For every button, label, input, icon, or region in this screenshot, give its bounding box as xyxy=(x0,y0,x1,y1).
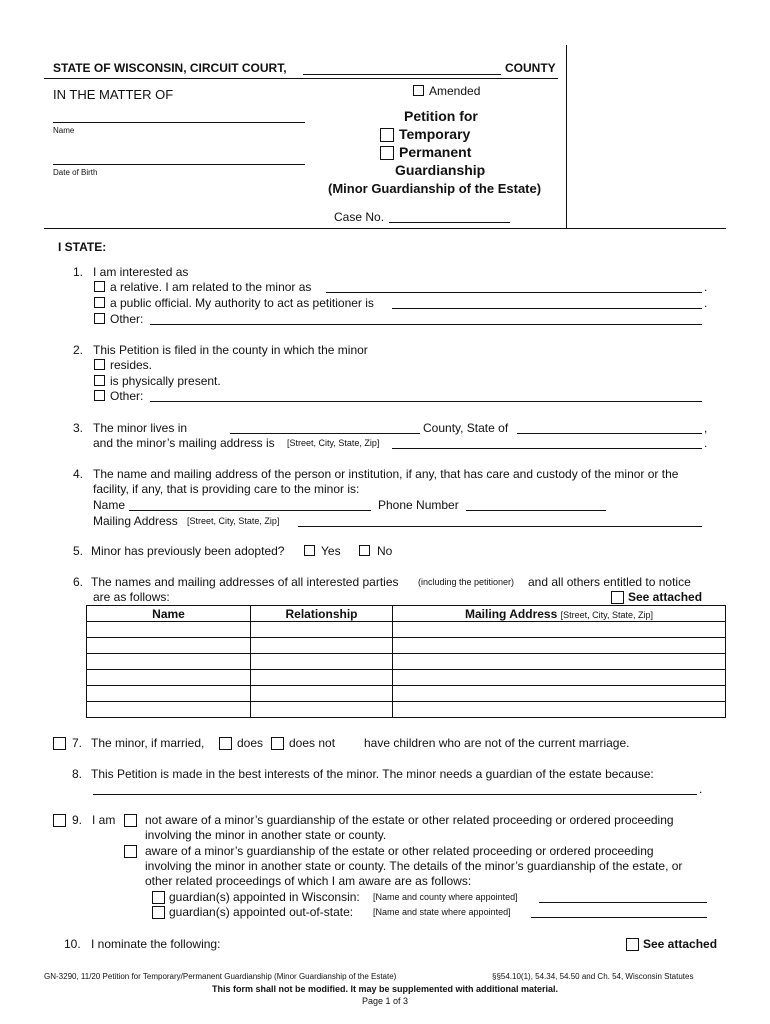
public-official-field[interactable] xyxy=(392,308,702,309)
party-relationship-cell[interactable] xyxy=(251,654,393,670)
best-interest-reason-field[interactable] xyxy=(93,794,697,795)
county-name-field[interactable] xyxy=(303,74,501,75)
minor-mailing-hint: [Street, City, State, Zip] xyxy=(287,438,380,448)
phone-number-field[interactable] xyxy=(466,510,606,511)
header-divider-horizontal xyxy=(44,228,726,229)
name-label: Name xyxy=(53,126,75,135)
statute-references: §§54.10(1), 54.34, 54.50 and Ch. 54, Wisconsin Statutes xyxy=(492,972,694,981)
aware-line2: involving the minor in another state or county. The details of the minor’s guardianship of the estate, or xyxy=(145,859,683,873)
amended-label: Amended xyxy=(429,84,481,98)
guardianship-label: Guardianship xyxy=(395,162,486,178)
nominee-see-attached-label: See attached xyxy=(643,937,718,951)
parties-see-attached-checkbox[interactable] xyxy=(611,591,624,604)
phone-number-label: Phone Number xyxy=(378,498,459,512)
party-address-cell[interactable] xyxy=(393,622,726,638)
nominee-see-attached-checkbox[interactable] xyxy=(626,938,639,951)
party-name-cell[interactable] xyxy=(87,622,251,638)
party-name-cell[interactable] xyxy=(87,702,251,718)
date-of-birth-label: Date of Birth xyxy=(53,168,98,177)
lives-in-label: The minor lives in xyxy=(93,421,188,435)
custodian-mailing-hint: [Street, City, State, Zip] xyxy=(187,516,280,526)
column-header-address xyxy=(393,606,726,622)
party-address-cell[interactable] xyxy=(393,638,726,654)
aware-checkbox[interactable] xyxy=(124,845,137,858)
wisconsin-guardian-label: guardian(s) appointed in Wisconsin: xyxy=(169,890,360,904)
party-relationship-cell[interactable] xyxy=(251,670,393,686)
married-does-checkbox[interactable] xyxy=(219,737,232,750)
temporary-label: Temporary xyxy=(399,126,471,142)
party-name-cell[interactable] xyxy=(87,670,251,686)
table-header-row xyxy=(87,606,726,622)
minor-mailing-label: and the minor’s mailing address is xyxy=(93,436,275,450)
case-number-field[interactable] xyxy=(389,222,510,223)
minor-mailing-field[interactable] xyxy=(392,448,702,449)
table-row xyxy=(87,702,726,718)
i-am-label: I am xyxy=(92,813,116,827)
county-other-field[interactable] xyxy=(150,401,702,402)
item2-number: 2. xyxy=(73,343,84,357)
party-relationship-cell[interactable] xyxy=(251,686,393,702)
party-address-cell[interactable] xyxy=(393,670,726,686)
custodian-name-field[interactable] xyxy=(129,510,371,511)
i-state-heading: I STATE: xyxy=(58,240,107,254)
county-state-label: County, State of xyxy=(423,421,509,435)
petition-title: Petition for xyxy=(404,108,478,124)
not-aware-line1: not aware of a minor’s guardianship of the estate or other related proceeding or ordered proceeding xyxy=(145,813,674,827)
county-lives-field[interactable] xyxy=(230,433,420,434)
interest-other-checkbox[interactable] xyxy=(94,313,105,324)
item4-number: 4. xyxy=(73,467,84,481)
item6-line1b: (including the petitioner) xyxy=(418,577,515,587)
party-address-cell[interactable] xyxy=(393,686,726,702)
item9-checkbox[interactable] xyxy=(53,814,66,827)
column-header-name: Name xyxy=(87,606,251,622)
period: . xyxy=(704,296,708,310)
relative-label: a relative. I am related to the minor as xyxy=(110,280,312,294)
temporary-checkbox[interactable] xyxy=(380,128,394,142)
party-name-cell[interactable] xyxy=(87,654,251,670)
item4-line2: facility, if any, that is providing care to the minor is: xyxy=(93,482,360,496)
party-relationship-cell[interactable] xyxy=(251,638,393,654)
item7-tail: have children who are not of the current marriage. xyxy=(364,736,630,750)
resides-checkbox[interactable] xyxy=(94,359,105,370)
table-row xyxy=(87,638,726,654)
form-subtitle: (Minor Guardianship of the Estate) xyxy=(328,181,542,196)
adopted-no-label: No xyxy=(377,544,393,558)
period: . xyxy=(704,436,708,450)
not-aware-line2: involving the minor in another state or county. xyxy=(145,828,387,842)
item5-number: 5. xyxy=(73,544,84,558)
item1-number: 1. xyxy=(73,265,84,279)
item6-line2: are as follows: xyxy=(93,590,170,604)
table-row xyxy=(87,654,726,670)
item4-line1: The name and mailing address of the person or institution, if any, that has care and custody of the minor or the xyxy=(93,467,679,481)
married-does-not-checkbox[interactable] xyxy=(271,737,284,750)
out-of-state-guardian-field[interactable] xyxy=(531,917,707,918)
court-title: STATE OF WISCONSIN, CIRCUIT COURT, xyxy=(53,61,287,75)
header-divider-vertical xyxy=(566,45,567,228)
party-relationship-cell[interactable] xyxy=(251,622,393,638)
public-official-checkbox[interactable] xyxy=(94,297,105,308)
county-label: COUNTY xyxy=(505,61,556,75)
item9-number: 9. xyxy=(72,813,83,827)
table-row xyxy=(87,622,726,638)
interest-other-label: Other: xyxy=(110,312,144,326)
item1-text: I am interested as xyxy=(93,265,189,279)
party-relationship-cell[interactable] xyxy=(251,702,393,718)
adopted-no-checkbox[interactable] xyxy=(359,545,370,556)
public-official-label: a public official. My authority to act as petitioner is xyxy=(110,296,374,310)
custodian-mailing-label: Mailing Address xyxy=(93,514,178,528)
out-of-state-guardian-hint: [Name and state where appointed] xyxy=(373,907,511,917)
physically-present-label: is physically present. xyxy=(110,374,221,388)
column-header-relationship: Relationship xyxy=(251,606,393,622)
period: . xyxy=(699,782,703,796)
out-of-state-guardian-label: guardian(s) appointed out-of-state: xyxy=(169,905,354,919)
permanent-checkbox[interactable] xyxy=(380,146,394,160)
item2-text: This Petition is filed in the county in which the minor xyxy=(93,343,368,357)
physically-present-checkbox[interactable] xyxy=(94,375,105,386)
interested-parties-table xyxy=(86,605,726,718)
item6-number: 6. xyxy=(73,575,84,589)
amended-checkbox[interactable] xyxy=(413,85,424,96)
wisconsin-guardian-checkbox[interactable] xyxy=(152,891,165,904)
out-of-state-guardian-checkbox[interactable] xyxy=(152,906,165,919)
party-address-cell[interactable] xyxy=(393,654,726,670)
item8-number: 8. xyxy=(72,767,83,781)
modification-notice: This form shall not be modified. It may be supplemented with additional material. xyxy=(211,984,559,994)
married-does-label: does xyxy=(237,736,264,750)
item10-number: 10. xyxy=(64,937,81,951)
not-aware-checkbox[interactable] xyxy=(124,814,137,827)
adopted-yes-checkbox[interactable] xyxy=(304,545,315,556)
date-of-birth-field[interactable] xyxy=(53,164,305,165)
comma: , xyxy=(704,421,708,435)
adopted-question: Minor has previously been adopted? xyxy=(91,544,285,558)
parties-see-attached-label: See attached xyxy=(628,590,703,604)
item7-number: 7. xyxy=(72,736,83,750)
page-number: Page 1 of 3 xyxy=(361,996,409,1006)
interest-other-field[interactable] xyxy=(150,324,702,325)
table-row xyxy=(87,686,726,702)
address-header-label: Mailing Address xyxy=(465,606,558,621)
period: . xyxy=(704,280,708,294)
county-other-checkbox[interactable] xyxy=(94,390,105,401)
item7-checkbox[interactable] xyxy=(53,737,66,750)
county-other-label: Other: xyxy=(110,389,144,403)
item3-number: 3. xyxy=(73,421,84,435)
party-name-cell[interactable] xyxy=(87,638,251,654)
wisconsin-guardian-hint: [Name and county where appointed] xyxy=(373,892,518,902)
relative-checkbox[interactable] xyxy=(94,281,105,292)
custodian-name-label: Name xyxy=(93,498,126,512)
party-address-cell[interactable] xyxy=(393,702,726,718)
item6-line1c: and all others entitled to notice xyxy=(528,575,691,589)
relative-field[interactable] xyxy=(326,292,702,293)
permanent-label: Permanent xyxy=(399,144,472,160)
item10-text: I nominate the following: xyxy=(91,937,221,951)
in-matter-label: IN THE MATTER OF xyxy=(53,87,174,102)
minor-name-field[interactable] xyxy=(53,122,305,123)
resides-label: resides. xyxy=(110,358,153,372)
custodian-mailing-field[interactable] xyxy=(298,526,702,527)
aware-line1: aware of a minor’s guardianship of the estate or other related proceeding or ordered proceeding xyxy=(145,844,654,858)
court-title-underline xyxy=(44,78,558,79)
item6-line1a: The names and mailing addresses of all interested parties xyxy=(91,575,399,589)
wisconsin-guardian-field[interactable] xyxy=(539,902,707,903)
item8-text: This Petition is made in the best interests of the minor. The minor needs a guardian of the estate because: xyxy=(91,767,654,781)
case-number-label: Case No. xyxy=(334,210,385,224)
table-row xyxy=(87,670,726,686)
aware-line3: other related proceedings of which I am aware are as follows: xyxy=(145,874,472,888)
state-field[interactable] xyxy=(517,433,702,434)
party-name-cell[interactable] xyxy=(87,686,251,702)
address-header-hint: [Street, City, State, Zip] xyxy=(560,609,653,620)
married-does-not-label: does not xyxy=(289,736,336,750)
item7-text: The minor, if married, xyxy=(91,736,205,750)
adopted-yes-label: Yes xyxy=(321,544,341,558)
form-identifier: GN-3290, 11/20 Petition for Temporary/Permanent Guardianship (Minor Guardianship of the Estate) xyxy=(44,972,397,981)
